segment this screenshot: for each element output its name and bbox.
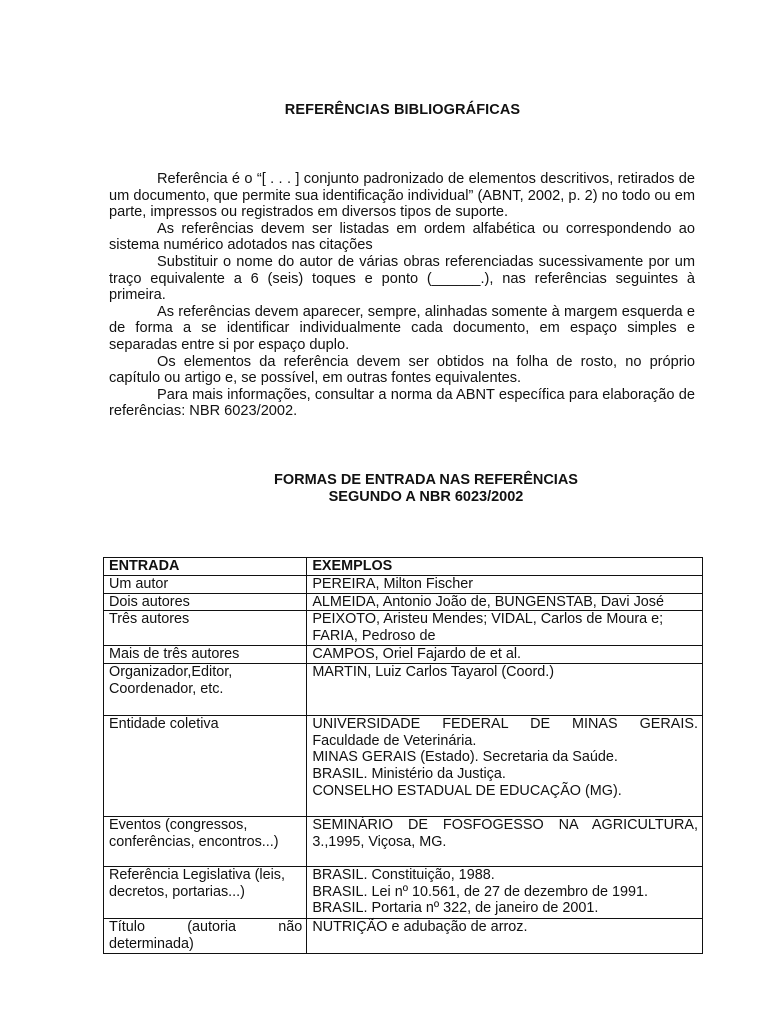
paragraph-author-substitution: Substituir o nome do autor de várias obras referenciadas sucessivamente por um traço equivalente a 6 (seis) toques e ponto (______.), nas referências seguintes à primeira.	[109, 253, 695, 304]
entrada-cell: Organizador,Editor, Coordenador, etc.	[104, 663, 307, 715]
entrada-cell: Um autor	[104, 575, 307, 593]
subtitle-line-2: SEGUNDO A NBR 6023/2002	[328, 489, 524, 505]
table-row	[104, 816, 703, 866]
table-row	[104, 611, 703, 646]
intro-text	[109, 171, 695, 420]
entrada-cell: Referência Legislativa (leis, decretos, portarias...)	[104, 866, 307, 918]
exemplos-cell: UNIVERSIDADE FEDERAL DE MINAS GERAIS. Faculdade de Veterinária. MINAS GERAIS (Estado). Secretaria da Saúde. BRASIL. Ministério da Justiça. CONSELHO ESTADUAL DE EDUCAÇÃO (MG).	[307, 715, 703, 816]
table-row	[104, 866, 703, 918]
entrada-cell: Eventos (congressos, conferências, encontros...)	[104, 816, 307, 866]
exemplos-cell: CAMPOS, Oriel Fajardo de et al.	[307, 645, 703, 663]
entrada-cell: Dois autores	[104, 593, 307, 611]
exemplos-cell: ALMEIDA, Antonio João de, BUNGENSTAB, Davi José	[307, 593, 703, 611]
table-row	[104, 575, 703, 593]
paragraph-sources: Os elementos da referência devem ser obtidos na folha de rosto, no próprio capítulo ou artigo e, se possível, em outras fontes equivalentes.	[109, 353, 695, 387]
exemplos-cell: PEIXOTO, Aristeu Mendes; VIDAL, Carlos de Moura e; FARIA, Pedroso de	[307, 611, 703, 646]
exemplos-cell: SEMINÁRIO DE FOSFOGESSO NA AGRICULTURA, 3.,1995, Viçosa, MG.	[307, 816, 703, 866]
table-header-row	[104, 558, 703, 576]
column-header-entrada: ENTRADA	[104, 558, 307, 576]
exemplos-cell: BRASIL. Constituição, 1988. BRASIL. Lei nº 10.561, de 27 de dezembro de 1991. BRASIL. Portaria nº 322, de janeiro de 2001.	[307, 866, 703, 918]
reference-entry-table	[103, 557, 703, 954]
table-row	[104, 715, 703, 816]
entrada-cell: Título (autoria não determinada)	[104, 918, 307, 953]
exemplos-cell: MARTIN, Luiz Carlos Tayarol (Coord.)	[307, 663, 703, 715]
table-row	[104, 593, 703, 611]
column-header-exemplos: EXEMPLOS	[307, 558, 703, 576]
table-row	[104, 663, 703, 715]
page-title: REFERÊNCIAS BIBLIOGRÁFICAS	[284, 102, 521, 118]
paragraph-ordering: As referências devem ser listadas em ordem alfabética ou correspondendo ao sistema numérico adotados nas citações	[109, 220, 695, 254]
exemplos-cell: NUTRIÇÃO e adubação de arroz.	[307, 918, 703, 953]
subtitle-line-1: FORMAS DE ENTRADA NAS REFERÊNCIAS	[274, 472, 578, 488]
entrada-cell: Entidade coletiva	[104, 715, 307, 816]
paragraph-definition: Referência é o “[ . . . ] conjunto padronizado de elementos descritivos, retirados de um documento, que permite sua identificação individual” (ABNT, 2002, p. 2) no todo ou em parte, impressos ou registrados em diversos tipos de suporte.	[109, 171, 695, 221]
section-subtitle	[0, 472, 768, 506]
entrada-cell: Mais de três autores	[104, 645, 307, 663]
exemplos-cell: PEREIRA, Milton Fischer	[307, 575, 703, 593]
paragraph-alignment: As referências devem aparecer, sempre, alinhadas somente à margem esquerda e de forma a se identificar individualmente cada documento, em espaço simples e separadas entre si por espaço duplo.	[109, 303, 695, 353]
paragraph-more-info: Para mais informações, consultar a norma da ABNT específica para elaboração de referências: NBR 6023/2002.	[109, 386, 695, 420]
table-row	[104, 645, 703, 663]
table-row	[104, 918, 703, 953]
entrada-cell: Três autores	[104, 611, 307, 646]
